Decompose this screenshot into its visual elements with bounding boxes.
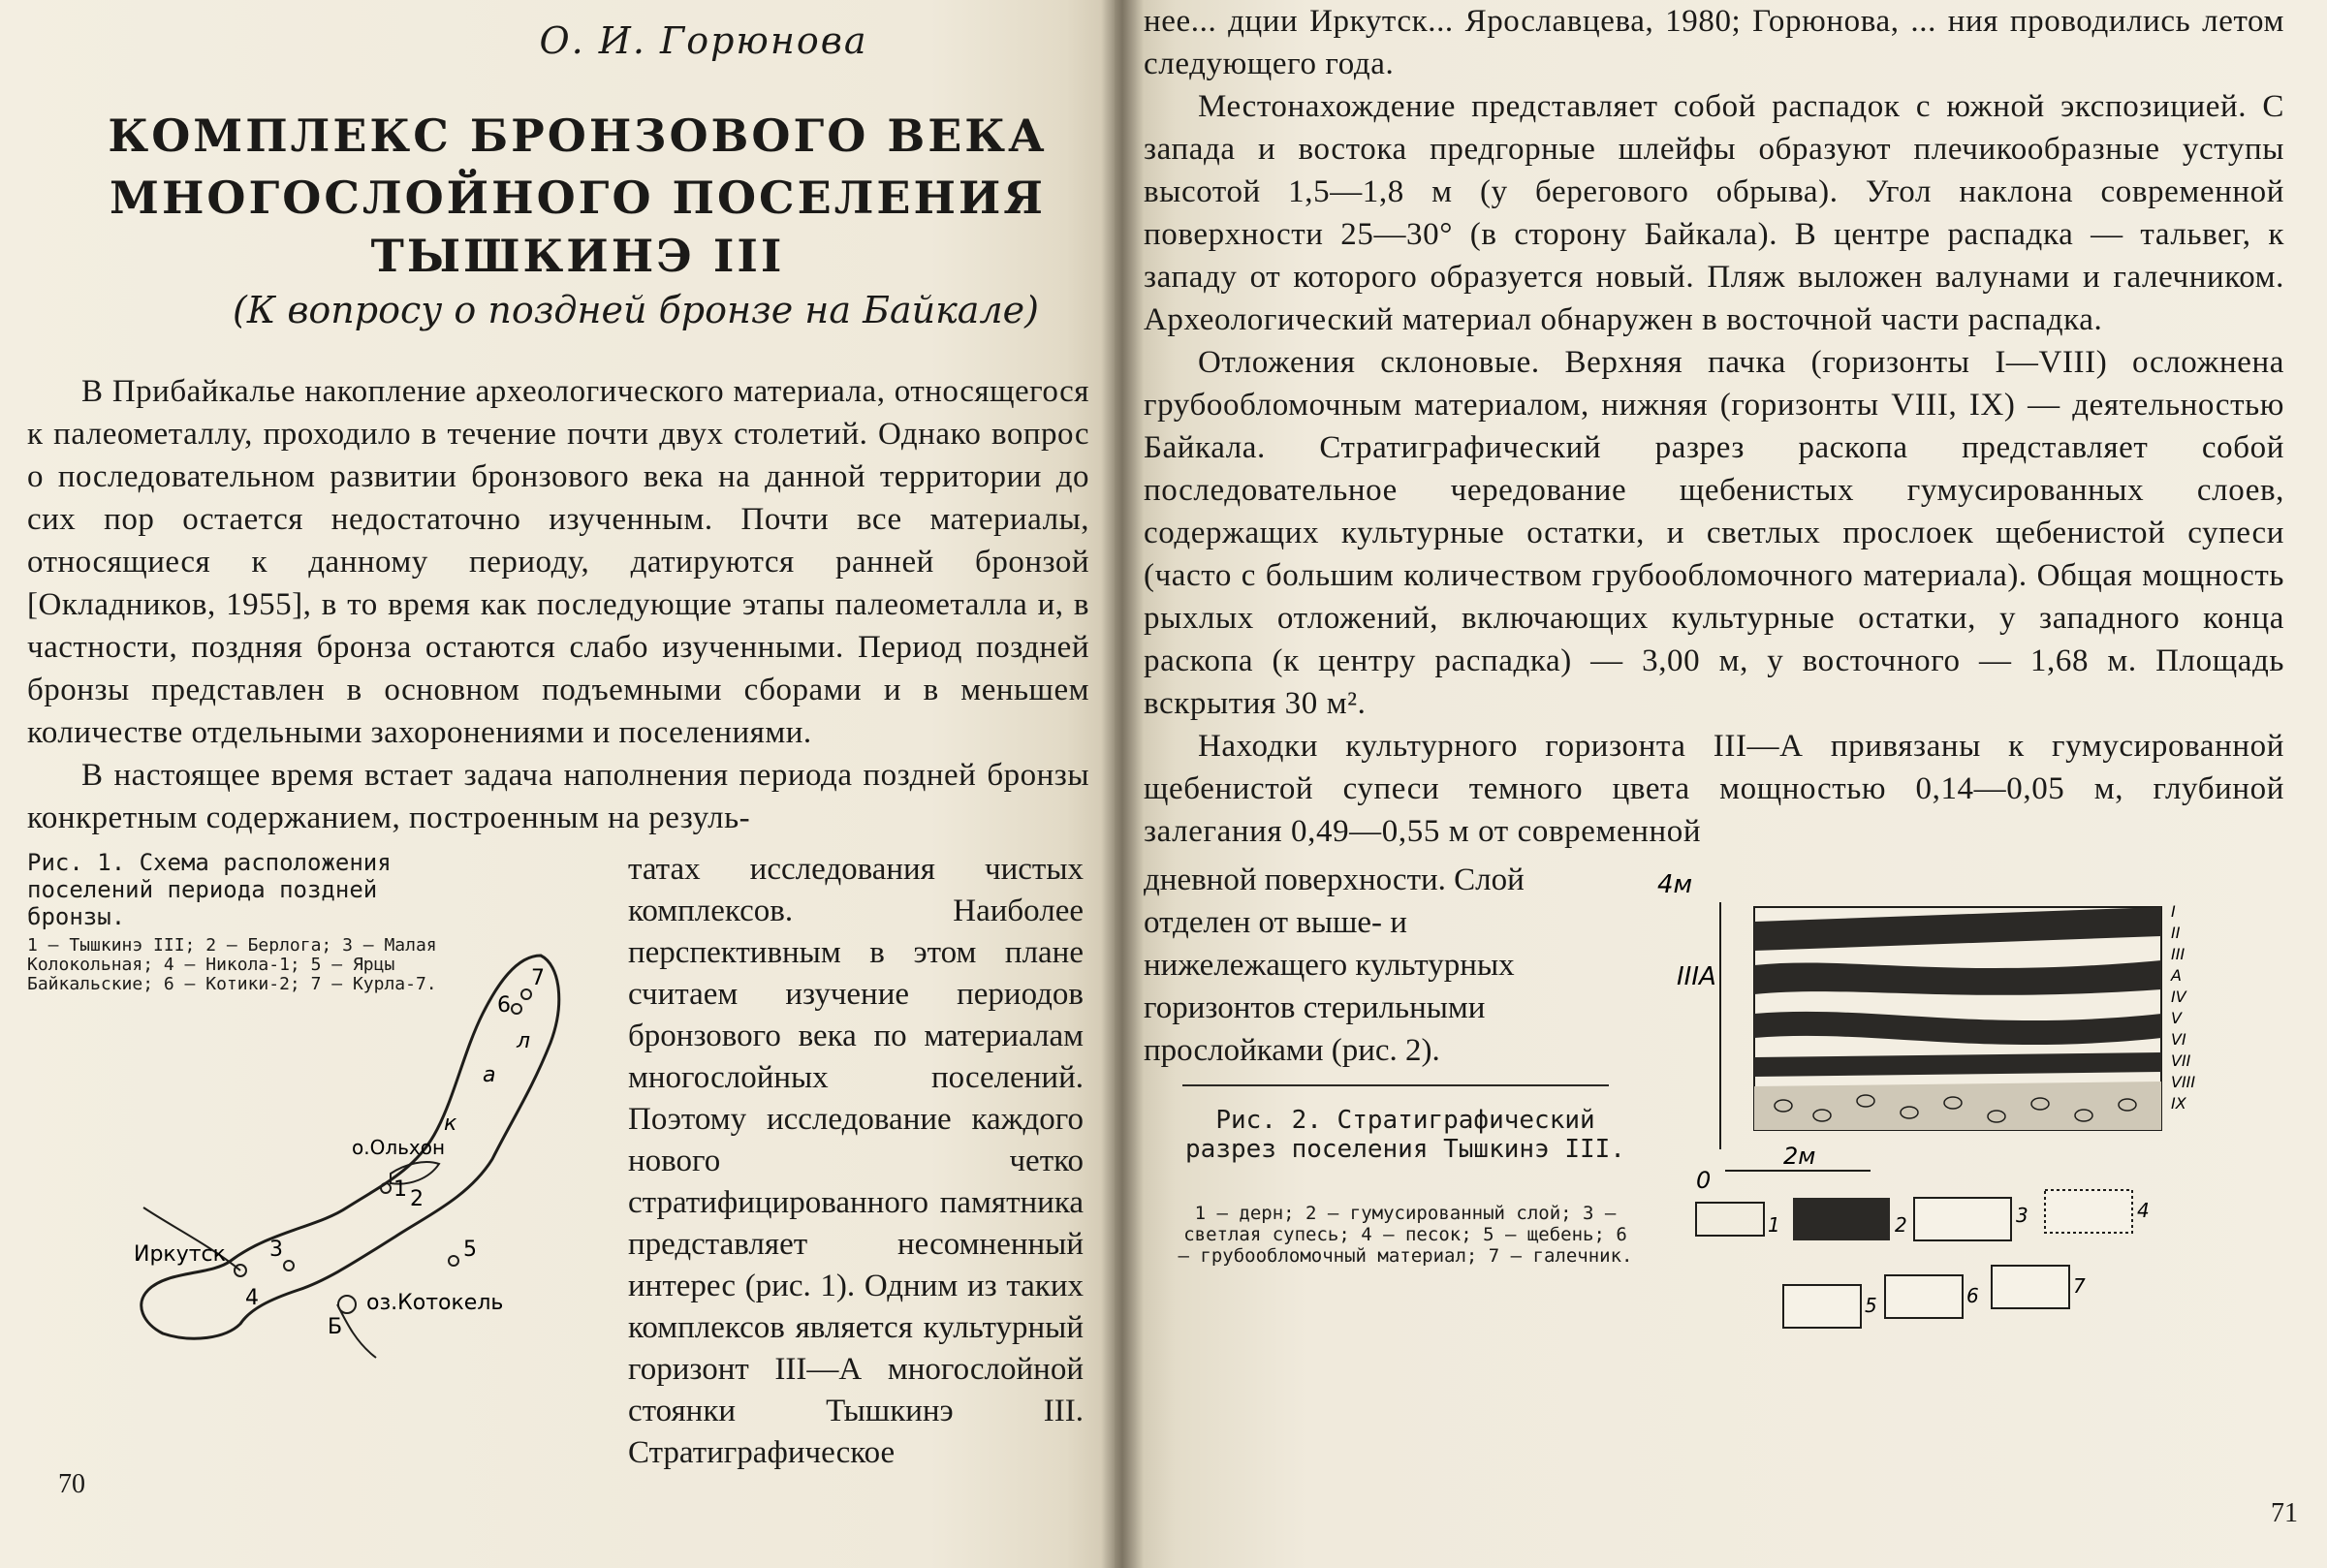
label-site-2: 2 <box>410 1187 424 1211</box>
roman-IV: IV <box>2171 988 2186 1006</box>
label-site-7: 7 <box>531 966 545 990</box>
stratigraphic-section <box>1657 868 2297 1392</box>
roman-VI: VI <box>2171 1030 2186 1049</box>
swatch-label-7: 7 <box>2073 1274 2086 1298</box>
label-irkutsk: Иркутск <box>134 1242 226 1267</box>
book-gutter-shadow <box>1101 0 1144 1568</box>
right-paragraph-3: Находки культурного горизонта III—А привязаны к гумусированной щебенистой супеси темного цвета мощностью 0,14—0,05 м, глубиной залегания 0,49—0,55 м от современной <box>1144 729 2284 849</box>
swatch-label-2: 2 <box>1895 1213 1907 1237</box>
figure-1 <box>27 849 1089 1470</box>
figure-1-legend: 1 — Тышкинэ III; 2 — Берлога; 3 — Малая Колокольная; 4 — Никола-1; 5 — Ярцы Байкальские; 6 — Котики-2; 7 — Курла-7. <box>27 935 437 994</box>
page-number-right: 71 <box>2271 1498 2298 1528</box>
right-paragraph-top: нее... дции Иркутск... Ярославцева, 1980; Горюнова, ... ния проводились летом следующего года. <box>1144 4 2284 81</box>
kotokel-marker <box>338 1296 356 1313</box>
left-paragraph-2: В настоящее время встает задача наполнения периода поздней бронзы конкретным содержанием, построенным на резуль- <box>27 758 1089 835</box>
label-olkhon: о.Ольхон <box>352 1136 446 1159</box>
scale-origin: 0 <box>1696 1167 1712 1194</box>
figure-2-side-text: дневной поверхности. Слой отделен от выше- и нижележащего культурных горизонтов стерильными прослойками (рис. 2). <box>1144 862 1525 1068</box>
page-number-left: 70 <box>58 1469 85 1499</box>
swatch-3 <box>1914 1198 2011 1240</box>
label-site-4: 4 <box>245 1286 259 1310</box>
label-site-6: 6 <box>497 993 511 1018</box>
label-site-3: 3 <box>269 1238 283 1262</box>
left-paragraph-1: В Прибайкалье накопление археологического материала, относящегося к палеометаллу, проходило в течение почти двух столетий. Однако вопрос о последовательном развитии бронзового века на данной территории до сих пор остается недостаточно изученным. Почти все материалы, относящиеся к данному периоду, датируются ранней бронзой [Окладников, 1955], в то время как последующие этапы палеометалла и, в частности, поздняя бронза остаются слабо изученными. Период поздней бронзы представлен в основном подъемными сборами и в меньшем количестве отдельными захоронениями и поселениями. <box>27 374 1089 750</box>
swatch-label-3: 3 <box>2016 1204 2028 1227</box>
roman-labels <box>2170 902 2195 1113</box>
right-paragraph-1: Местонахождение представляет собой распадок с южной экспозицией. С запада и востока предгорные шлейфы образуют плечикообразные уступы высотой 1,5—1,8 м (у берегового обрыва). Угол наклона современной поверхности 25—30° (в сторону Байкала). В центре распадка — тальвег, к западу от которого образуется новый. Пляж выложен валунами и галечником. Археологический материал обнаружен в восточной части распадка. <box>1144 89 2284 337</box>
label-a: а <box>483 1063 496 1087</box>
depth-label: 4м <box>1657 870 1693 899</box>
roman-III: III <box>2171 945 2185 963</box>
label-site-5: 5 <box>463 1238 477 1262</box>
roman-VIII: VIII <box>2171 1073 2196 1091</box>
site-marker-6 <box>512 1004 521 1014</box>
roman-I: I <box>2171 902 2176 921</box>
label-b: Б <box>328 1315 343 1339</box>
roman-V: V <box>2171 1009 2182 1027</box>
caption-divider <box>1182 1084 1609 1086</box>
swatch-label-6: 6 <box>1966 1284 1979 1307</box>
swatch-2 <box>1793 1198 1890 1240</box>
scale-label: 2м <box>1783 1143 1816 1170</box>
roman-A: А <box>2171 966 2182 985</box>
author-name: О. И. Горюнова <box>539 19 868 62</box>
figure-1-column-text: татах исследования чистых комплексов. Наиболее перспективным в этом плане считаем изучение периодов бронзового века по материалам многослойных поселений. Поэтому исследование каждого нового четко стратифицированного памятника представляет несомненный интерес (рис. 1). Одним из таких комплексов является культурный горизонт III—А многослойной стоянки Тышкинэ III. Стратиграфическое <box>628 852 1084 1470</box>
right-page <box>1115 0 2327 1568</box>
roman-II: II <box>2171 924 2181 942</box>
figure-2 <box>1144 859 2284 1401</box>
label-kotokel: оз.Котокель <box>366 1291 504 1315</box>
swatch-5 <box>1783 1285 1861 1328</box>
swatch-1 <box>1696 1203 1764 1236</box>
swatch-label-1: 1 <box>1768 1213 1780 1237</box>
site-marker-3 <box>284 1261 294 1270</box>
figure-2-caption: Рис. 2. Стратиграфический разрез поселения Тышкинэ III. <box>1185 1106 1625 1164</box>
swatch-label-5: 5 <box>1865 1294 1877 1317</box>
figure-2-legend: 1 — дерн; 2 — гумусированный слой; 3 — светлая супесь; 4 — песок; 5 — щебень; 6 — грубообломочный материал; 7 — галечник. <box>1178 1203 1633 1267</box>
roman-IX: IX <box>2171 1094 2186 1113</box>
label-k: к <box>444 1112 457 1136</box>
swatch-label-4: 4 <box>2137 1199 2150 1222</box>
label-l: л <box>517 1029 531 1053</box>
right-paragraph-2: Отложения склоновые. Верхняя пачка (горизонты I—VIII) осложнена грубообломочным материалом, нижняя (горизонты VIII, IX) — деятельностью Байкала. Стратиграфический разрез раскопа представляет собой последовательное чередование щебенистых гумусированных слоев, содержащих культурные остатки, и светлых прослоек щебенистой супеси (часто с большим количеством грубообломочного материала). Общая мощность рыхлых отложений, включающих культурные остатки, у западного конца раскопа (к центру распадка) — 3,00 м, у восточного — 1,68 м. Площадь вскрытия 30 м². <box>1144 345 2284 721</box>
site-marker-7 <box>521 989 531 999</box>
swatch-4 <box>2045 1190 2132 1233</box>
label-site-1: 1 <box>393 1177 407 1202</box>
site-marker-5 <box>449 1256 458 1266</box>
article-title-line1: КОМПЛЕКС БРОНЗОВОГО ВЕКА <box>108 110 1048 162</box>
roman-VII: VII <box>2171 1051 2191 1070</box>
article-subtitle: (К вопросу о поздней бронзе на Байкале) <box>233 289 1039 331</box>
legend-swatches <box>1696 1190 2150 1328</box>
layer-gravel <box>1754 1082 2161 1130</box>
horizon-label: IIIА <box>1677 962 1716 991</box>
figure-1-caption: Рис. 1. Схема расположения поселений периода поздней бронзы. <box>27 849 392 930</box>
swatch-6 <box>1885 1275 1963 1318</box>
swatch-7 <box>1992 1266 2069 1308</box>
article-title-line2: МНОГОСЛОЙНОГО ПОСЕЛЕНИЯ ТЫШКИНЭ III <box>110 172 1046 282</box>
left-page <box>0 0 1134 1568</box>
baikal-map <box>134 936 638 1363</box>
